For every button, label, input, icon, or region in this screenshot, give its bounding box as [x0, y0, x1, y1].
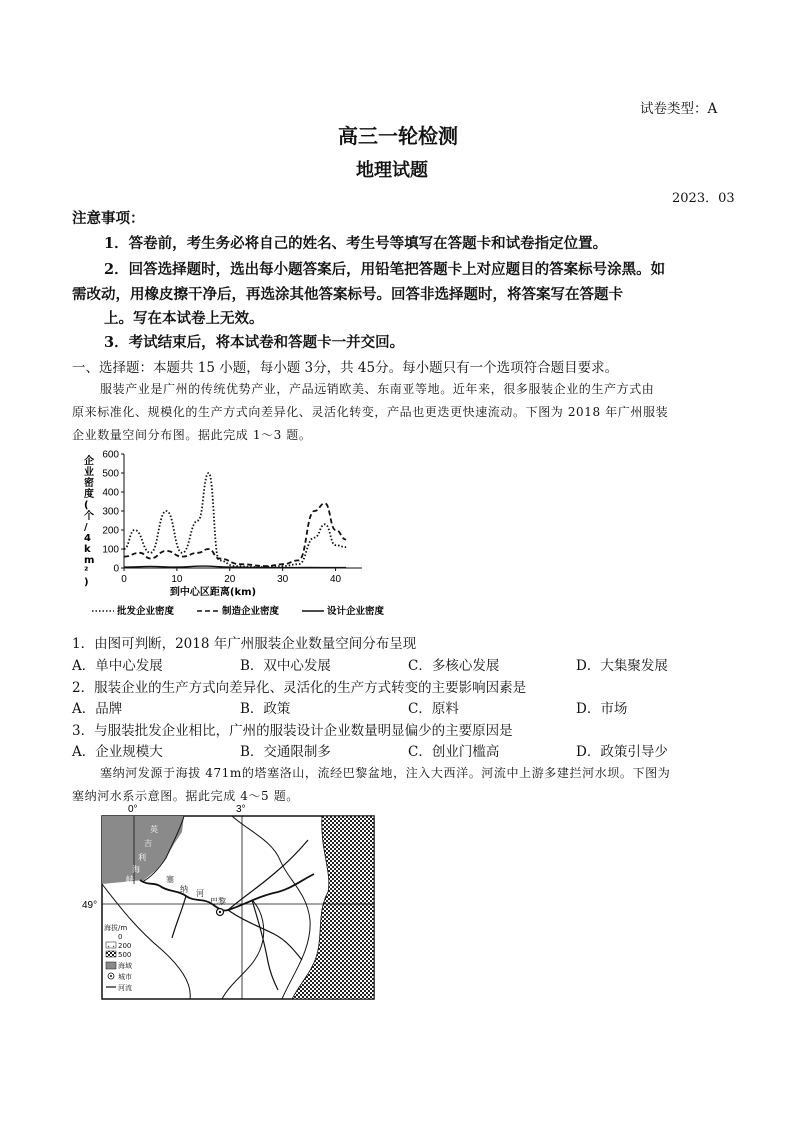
- question-3-option-c[interactable]: C．创业门槛高: [408, 744, 500, 760]
- question-2-option-a[interactable]: A．品牌: [72, 701, 123, 717]
- section-1-intro-line-3: 企业数量空间分布图。据此完成 1～3 题。: [72, 428, 312, 442]
- chart-x-tick-label: 10: [171, 574, 183, 585]
- chart-y-tick-label: 600: [102, 449, 119, 461]
- seine-river-map: [82, 800, 382, 1005]
- question-3-option-b[interactable]: B．交通限制多: [240, 744, 331, 760]
- notice-item-3: 3．考试结束后，将本试卷和答题卡一并交回。: [104, 334, 405, 351]
- section-2-intro-line-1: 塞纳河发源于海拔 471m的塔塞洛山，流经巴黎盆地，注入大西洋。河流中上游多建拦河水坝。下图为: [100, 766, 671, 780]
- lon-0-label: 0°: [128, 804, 138, 815]
- chart-y-axis-label: 企业密度(个/ 4 k m ² ): [84, 456, 95, 588]
- chart-y-tick-label: 400: [102, 487, 119, 499]
- question-3-stem: 3．与服装批发企业相比，广州的服装设计企业数量明显偏少的主要原因是: [72, 723, 513, 739]
- notice-heading: 注意事项：: [72, 210, 145, 227]
- enterprise-density-chart: [72, 446, 402, 624]
- river-label-1: 塞: [166, 875, 174, 884]
- city-label: 巴黎: [210, 897, 226, 906]
- exam-subject: 地理试题: [356, 160, 428, 181]
- legend-level-200: 200: [118, 942, 132, 950]
- chart-series-line-dashed: [124, 503, 346, 566]
- lat-49-label: 49°: [82, 900, 98, 911]
- river-label-2: 纳: [180, 885, 188, 894]
- chart-x-tick-label: 20: [224, 574, 236, 585]
- notice-item-2-line-2: 需改动，用橡皮擦干净后，再选涂其他答案标号。回答非选择题时，将答案写在答题卡: [72, 286, 623, 303]
- question-1-option-a[interactable]: A．单中心发展: [72, 658, 163, 674]
- question-1-option-b[interactable]: B．双中心发展: [240, 658, 331, 674]
- section-1-intro-line-1: 服装产业是广州的传统优势产业，产品远销欧美、东南亚等地。近年来，很多服装企业的生产方式由: [100, 382, 655, 396]
- question-2-option-d[interactable]: D．市场: [576, 701, 628, 717]
- chart-y-tick-label: 200: [102, 525, 119, 537]
- legend-river: 河流: [118, 984, 132, 992]
- lon-3-label: 3°: [236, 804, 246, 815]
- exam-title: 高三一轮检测: [338, 124, 458, 148]
- question-3-option-d[interactable]: D．政策引导少: [576, 744, 668, 760]
- sea-label-4: 海: [132, 865, 140, 874]
- chart-x-axis-label: 到中心区距离(km): [169, 587, 257, 598]
- notice-item-2-line-1: 2．回答选择题时，选出每小题答案后，用铅笔把答题卡上对应题目的答案标号涂黑。如: [104, 261, 666, 278]
- question-2-option-c[interactable]: C．原料: [408, 701, 459, 717]
- legend-level-500: 500: [118, 951, 132, 959]
- section-1-heading: 一、选择题：本题共 15 小题，每小题 3分，共 45分。每小题只有一个选项符合题目要求。: [72, 360, 619, 376]
- chart-x-tick-label: 30: [277, 574, 289, 585]
- paper-type: 试卷类型：A: [640, 101, 718, 117]
- legend-level-0: 0: [118, 933, 123, 941]
- chart-legend-label-dashed: 制造企业密度: [222, 606, 280, 617]
- sea-label-1: 英: [150, 825, 158, 834]
- chart-y-tick-label: 300: [102, 506, 119, 518]
- question-1-option-d[interactable]: D．大集聚发展: [576, 658, 668, 674]
- section-2-intro-line-2: 塞纳河水系示意图。据此完成 4～5 题。: [72, 789, 299, 803]
- sea-label-5: 峡: [126, 875, 134, 884]
- chart-legend-label-solid: 设计企业密度: [327, 606, 385, 617]
- question-1-option-c[interactable]: C．多核心发展: [408, 658, 500, 674]
- river-label-3: 河: [196, 889, 204, 898]
- chart-x-tick-label: 40: [329, 574, 342, 585]
- notice-item-1: 1．答卷前，考生务必将自己的姓名、考生号等填写在答题卡和试卷指定位置。: [104, 235, 608, 252]
- chart-series-line-dotted: [124, 473, 346, 567]
- chart-legend-label-dotted: 批发企业密度: [117, 606, 175, 617]
- legend-title: 海拔/m: [104, 924, 128, 932]
- chart-y-tick-label: 500: [102, 468, 119, 480]
- sea-label-2: 吉: [144, 839, 152, 848]
- chart-y-tick-label: 0: [113, 563, 119, 575]
- question-3-option-a[interactable]: A．企业规模大: [72, 744, 163, 760]
- chart-x-tick-label: 0: [121, 574, 127, 585]
- question-2-stem: 2．服装企业的生产方式向差异化、灵活化的生产方式转变的主要影响因素是: [72, 680, 527, 696]
- chart-y-tick-label: 100: [102, 544, 119, 556]
- legend-city: 城市: [118, 973, 132, 981]
- question-1-stem: 1．由图可判断，2018 年广州服装企业数量空间分布呈现: [72, 636, 417, 652]
- chart-series-line-solid: [124, 566, 346, 568]
- notice-item-2-line-3: 上。写在本试卷上无效。: [104, 310, 264, 327]
- question-2-option-b[interactable]: B．政策: [240, 701, 291, 717]
- sea-label-3: 利: [138, 853, 146, 862]
- exam-date: 2023．03: [672, 191, 735, 206]
- section-1-intro-line-2: 原来标准化、规模化的生产方式向差异化、灵活化转变，产品也更迭更快速流动。下图为 2018 年广州服装: [72, 405, 669, 419]
- legend-sea: 海域: [118, 962, 132, 970]
